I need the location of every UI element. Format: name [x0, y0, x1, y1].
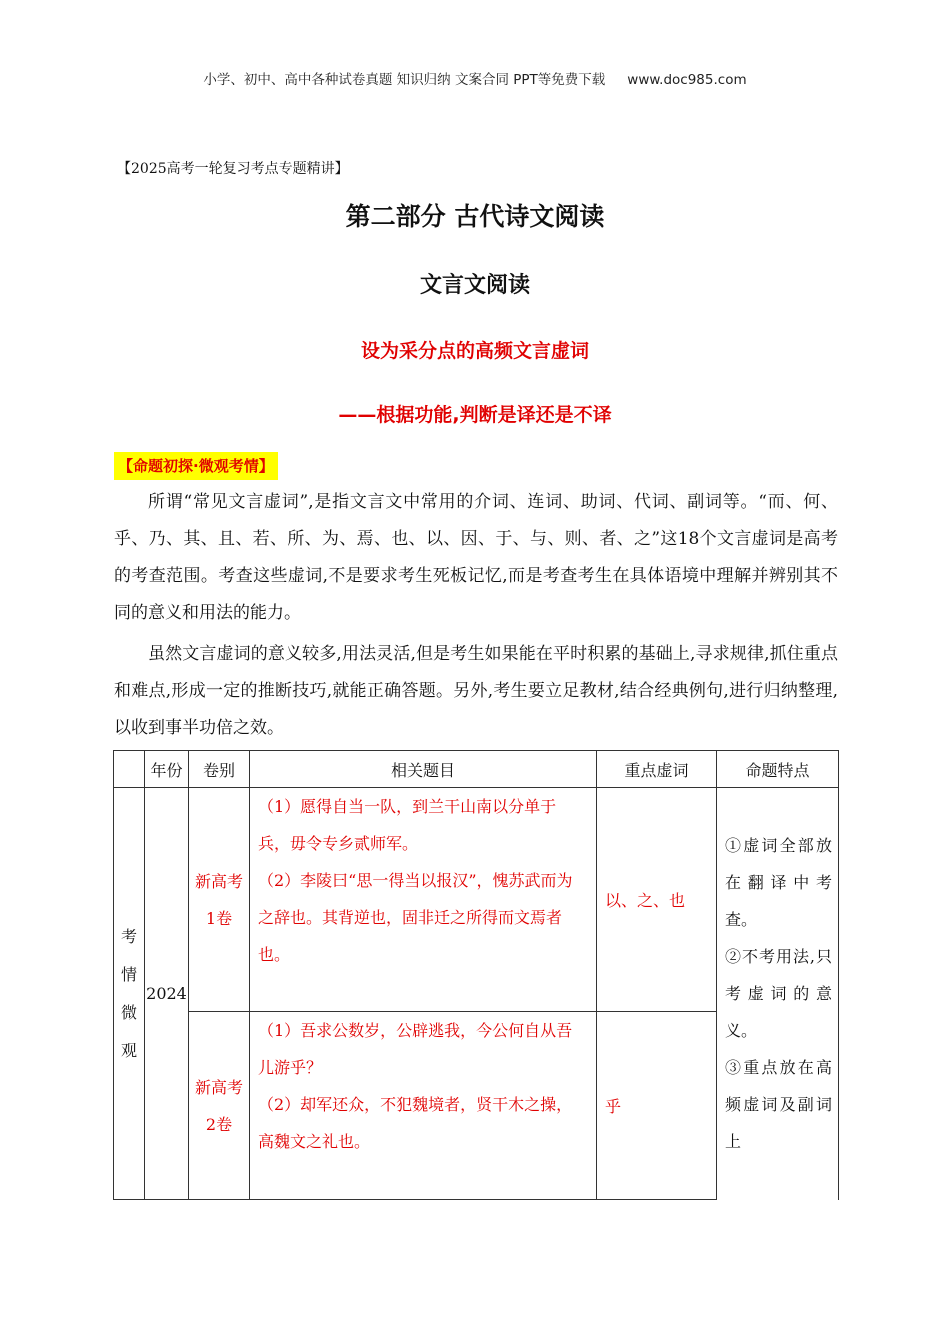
keywords-cell: 以、之、也	[597, 788, 717, 1012]
questions-cell	[250, 788, 597, 1012]
series-label: 【2025高考一轮复习考点专题精讲】	[117, 161, 349, 177]
header-cell-features: 命题特点	[717, 751, 839, 788]
header-cell-year: 年份	[145, 751, 189, 788]
table-header-row	[114, 751, 839, 788]
side-label-cell	[114, 788, 145, 1200]
header-site-link[interactable]: www.doc985.com	[627, 72, 747, 88]
paper-name: 新高考	[194, 871, 243, 891]
keywords-cell: 乎	[597, 1012, 717, 1200]
side-label-char: 考	[120, 926, 137, 946]
part-title: 第二部分 古代诗文阅读	[345, 202, 605, 231]
paper-cell	[189, 788, 250, 1012]
section-title: 文言文阅读	[419, 273, 530, 298]
paper-name: 新高考	[194, 1077, 243, 1097]
side-label-char: 观	[120, 1040, 137, 1060]
year-cell: 2024	[145, 788, 189, 1200]
paper-number: 1卷	[205, 908, 233, 928]
table-row	[114, 788, 839, 1012]
questions-cell	[250, 1012, 597, 1200]
question-item: （1）愿得自当一队，到兰干山南以分单于兵，毋令专乡贰师军。	[258, 797, 557, 853]
feature-item: ②不考用法,只考虚词的意义。	[725, 947, 832, 1041]
topic-subtitle: ——根据功能,判断是译还是不译	[338, 404, 612, 426]
intro-paragraph-1: 所谓“常见文言虚词”,是指文言文中常用的介词、连词、助词、代词、副词等。“而、何、乎、乃、其、且、若、所、为、焉、也、以、因、于、与、则、者、之”这18个文言虚词是高考的考查范围。考查这些虚词,不是要求考生死板记忆,而是考查考生在具体语境中理解并辨别其不同的意义和用法的能力。	[114, 492, 838, 623]
intro-paragraph-2: 虽然文言虚词的意义较多,用法灵活,但是考生如果能在平时积累的基础上,寻求规律,抓住重点和难点,形成一定的推断技巧,就能正确答题。另外,考生要立足教材,结合经典例句,进行归纳整理,以收到事半功倍之效。	[114, 644, 838, 738]
exam-analysis-table	[113, 750, 839, 1200]
paper-cell	[189, 1012, 250, 1200]
header-cell-questions: 相关题目	[250, 751, 597, 788]
header-cell-blank	[114, 751, 145, 788]
features-cell	[717, 788, 839, 1200]
feature-item: ①虚词全部放在翻译中考查。	[725, 836, 832, 930]
paper-number: 2卷	[205, 1114, 233, 1134]
question-item: （1）吾求公数岁，公辟逃我，今公何自从吾儿游乎？	[258, 1021, 573, 1077]
header-cell-paper: 卷别	[189, 751, 250, 788]
side-label-char: 情	[120, 964, 137, 984]
topic-title: 设为采分点的高频文言虚词	[360, 340, 589, 362]
question-item: （2）李陵曰“思一得当以报汉”，愧苏武而为之辞也。其背逆也，固非迁之所得而文焉者也。	[258, 871, 573, 964]
question-item: （2）却军还众，不犯魏境者，贤干木之操，高魏文之礼也。	[258, 1095, 573, 1151]
feature-item: ③重点放在高频虚词及副词上	[725, 1058, 832, 1152]
header-cell-keywords: 重点虚词	[597, 751, 717, 788]
header-text: 小学、初中、高中各种试卷真题 知识归纳 文案合同 PPT等免费下载	[203, 72, 606, 88]
section-tag: 【命题初探·微观考情】	[114, 452, 278, 480]
side-label-char: 微	[120, 1002, 137, 1022]
page-header	[0, 68, 950, 88]
